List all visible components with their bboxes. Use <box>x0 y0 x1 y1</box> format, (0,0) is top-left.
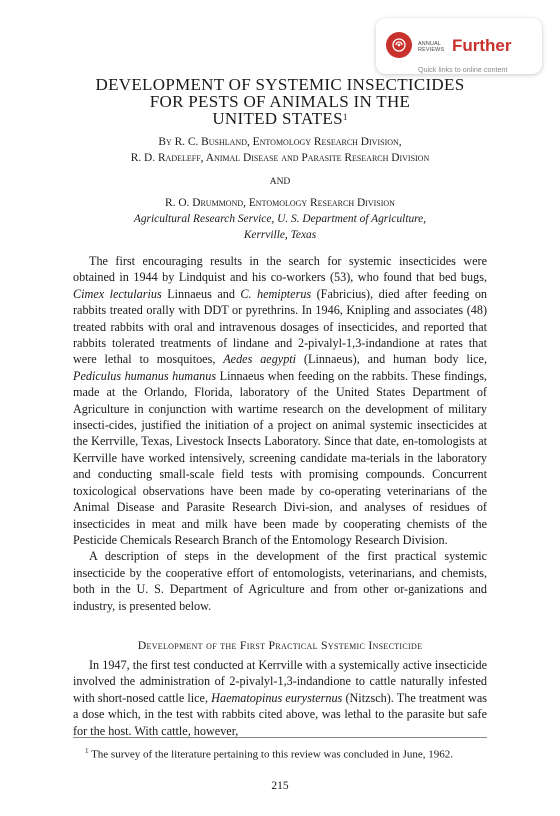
title-line-1: DEVELOPMENT OF SYSTEMIC INSECTICIDES <box>95 75 465 94</box>
footnote-mark: 1 <box>85 747 89 755</box>
paragraph-2: A description of steps in the development of the first practical systemic insecticide by the cooperative effort of entomologists, veterinarians, and chemists, both in the U. S. Department of Agriculture and from other or-ganizations and industry, is presented below. <box>73 549 487 613</box>
footnote-text: The survey of the literature pertaining to this review was concluded in June, 1962. <box>91 748 454 761</box>
paragraph-1: The first encouraging results in the search for systemic insecticides were obtained in 1944 by Lindquist and his co-workers (53), who found that bed bugs, Cimex lectularius Linnaeus and C. hemipterus (Fabricius), died after feeding on rabbits treated orally with DDT or pyrethrins. In 1946, Knipling and associates (48) treated rabbits with oral and intravenous dosages of insecticides, and reported that rabbits tolerated treatments of lindane and 2-pivalyl-1,3-indandione at rates that were lethal to mosquitoes, Aedes aegypti (Linnaeus), and human body lice, Pediculus humanus humanus Linnaeus when feeding on the rabbits. These findings, made at the Orlando, Florida, laboratory of the United States Department of Agriculture in conjunction with wartime research on the development of military insecti-cides, justified the initiation of a project on animal systemic insecticides at the Kerrville, Texas, Livestock Insects Laboratory. Since that date, en-tomologists at Kerrville have worked intensively, screening candidate ma-terials in the laboratory and conducting small-scale field tests with promising compounds. Concurrent toxicological observations have been made by co-operating veterinarians of the Animal Disease and Parasite Research Divi-sion, and analyses of residues of insecticides in meat and milk have been made by cooperating chemists of the Pesticide Chemicals Research Branch of the Entomology Research Division. <box>73 254 488 547</box>
section-heading: Development of the First Practical Systemic Insecticide <box>137 638 423 652</box>
author-and: AND <box>269 177 291 187</box>
quick-links-label: Quick links to online content <box>418 65 508 74</box>
article-title <box>60 76 500 127</box>
author-line-1: By R. C. Bushland, Entomology Research Division, <box>158 136 402 148</box>
section-text <box>73 657 487 739</box>
intro-text <box>73 253 487 614</box>
author-line-3: R. O. Drummond, Entomology Research Division <box>165 197 395 209</box>
affiliation-line-2: Kerrville, Texas <box>243 229 317 241</box>
paragraph-3: In 1947, the first test conducted at Kerrville with a systemically active insecticide involved the administration of 2-pivalyl-1,3-indandione to cattle naturally infested with short-nosed cattle lice, Haematopinus eurysternus (Nitzsch). The treatment was a dose which, in the test with rabbits cited above, was lethal to the parasite but safe for the host. With cattle, however, <box>73 658 488 738</box>
page-number: 215 <box>271 780 289 792</box>
affiliation-line-1: Agricultural Research Service, U. S. Department of Agriculture, <box>133 213 427 225</box>
annual-reviews-wordmark: ANNUAL REVIEWS <box>418 41 445 53</box>
further-badge[interactable] <box>376 18 542 74</box>
title-line-2: FOR PESTS OF ANIMALS IN THE <box>149 92 411 111</box>
author-line-2: R. D. Radeleff, Animal Disease and Parasite Research Division <box>130 152 430 164</box>
footnote <box>73 744 487 763</box>
further-label: Further <box>452 36 512 55</box>
footnote-rule <box>73 737 487 738</box>
annual-reviews-logo-icon <box>386 32 412 58</box>
title-line-3: UNITED STATES$^1$ <box>212 109 348 128</box>
title-footnote-mark[interactable]: 1 <box>342 112 348 122</box>
